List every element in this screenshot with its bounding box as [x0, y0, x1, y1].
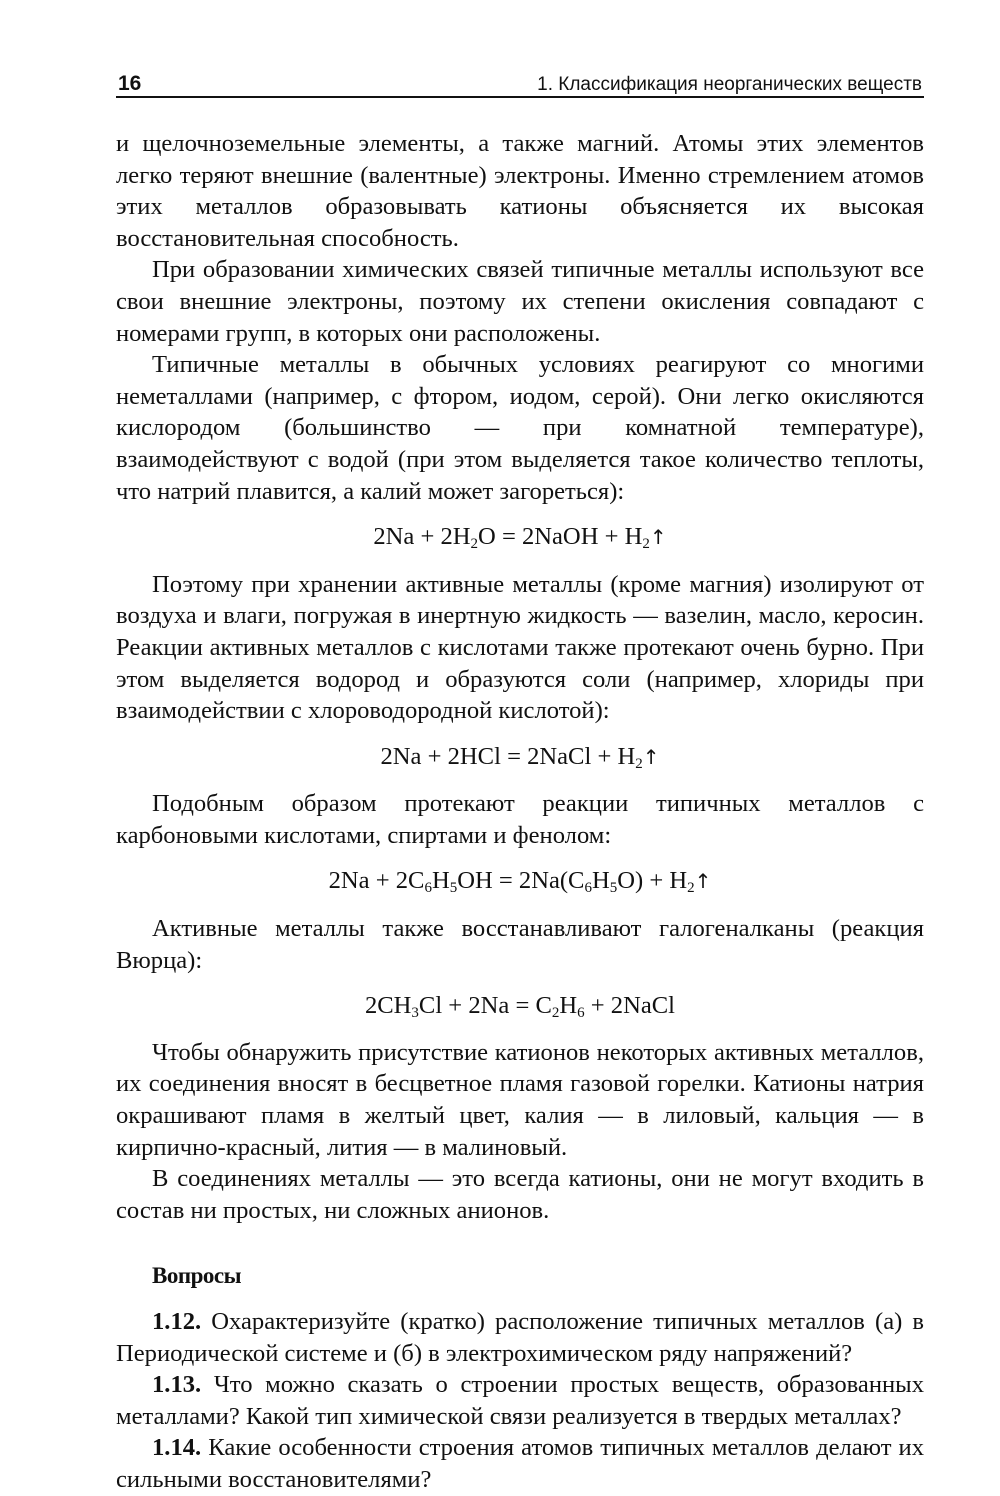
paragraph: При образовании химических связей типичные металлы используют все свои внешние электроны, поэтому их степени окисления совпадают с номерами групп, в которых они расположены. [116, 256, 924, 347]
equation-sodium-hcl: 2Na + 2HCl = 2NaCl + $H_2↑$ [380, 742, 660, 772]
question-number: 1.14. [152, 1434, 202, 1462]
question-text: Охарактеризуйте (кратко) расположение типичных металлов (а) в Периодической системе и (б) в электрохимическом ряду напряжений? [116, 1308, 924, 1367]
gas-arrow-icon: ↑ [642, 744, 660, 769]
paragraph: Типичные металлы в обычных условиях реагируют со многими неметаллами (например, с фтором, иодом, серой). Они легко окисляются кислородом (большинство — при комнатной температуре), взаимодействуют с водой (при этом выделяется такое количество теплоты, что натрий плавится, а калий может загореться): [116, 351, 924, 505]
question-item [116, 1432, 924, 1495]
running-title: 1. Классификация неорганических веществ [537, 74, 922, 95]
page-body [116, 128, 924, 1496]
equation-wurtz: $2CH_3Cl + 2Na = C_2H_6$ + 2NaCl [364, 992, 676, 1022]
questions-heading: Вопросы [152, 1263, 242, 1289]
equation-sodium-water: $2Na + 2H_2O$ = 2NaOH + $H_2↑$ [373, 523, 667, 553]
question-number: 1.12. [152, 1308, 202, 1335]
question-item [116, 1369, 924, 1432]
question-text: Что можно сказать о строении простых веществ, образованных металлами? Какой тип химической связи реализуется в твердых металлах? [116, 1371, 924, 1430]
paragraph: В соединениях металлы — это всегда катионы, они не могут входить в состав ни простых, ни сложных анионов. [116, 1165, 924, 1224]
equation-sodium-phenol: $2Na + 2C_6H_5OH = 2Na(C_6H_5O)$ + $H_2↑$ [328, 867, 712, 897]
question-item [116, 1306, 924, 1369]
paragraph: Чтобы обнаружить присутствие катионов некоторых активных металлов, их соединения вносят в бесцветное пламя газовой горелки. Катионы натрия окрашивают пламя в желтый цвет, калия — в лиловый, кальция — в кирпично-красный, лития — в малиновый. [116, 1038, 924, 1161]
question-text: Какие особенности строения атомов типичных металлов делают их сильными восстановителями? [116, 1434, 925, 1493]
gas-arrow-icon: ↑ [694, 869, 712, 894]
page-number: 16 [118, 72, 142, 95]
paragraph: Активные металлы также восстанавливают галогеналканы (реакция Вюрца): [116, 915, 924, 974]
paragraph: и щелочноземельные элементы, а также магний. Атомы этих элементов легко теряют внешние (валентные) электроны. Именно стремлением атомов этих металлов образовывать катионы объясняется их высокая восстановительная способность. [116, 130, 924, 252]
gas-arrow-icon: ↑ [649, 525, 667, 550]
page-header [116, 68, 924, 98]
paragraph: Поэтому при хранении активные металлы (кроме магния) изолируют от воздуха и влаги, погружая в инертную жидкость — вазелин, масло, керосин. Реакции активных металлов с кислотами также протекают очень бурно. При этом выделяется водород и образуются соли (например, хлориды при взаимодействии с хлороводородной кислотой): [116, 570, 924, 725]
paragraph: Подобным образом протекают реакции типичных металлов с карбоновыми кислотами, спиртами и фенолом: [116, 790, 924, 849]
question-number: 1.13. [152, 1371, 202, 1399]
